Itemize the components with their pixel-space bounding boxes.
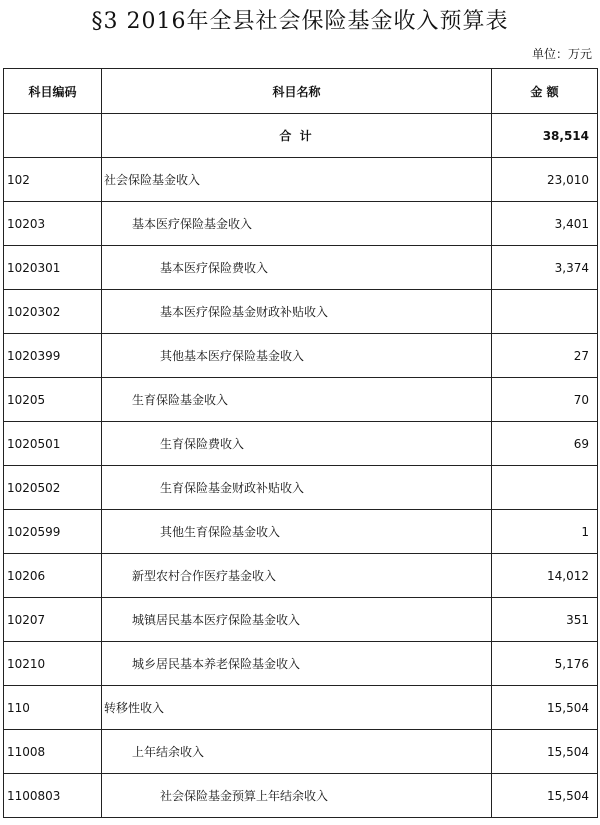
header-code: 科目编码 xyxy=(4,69,102,114)
subject-code-cell: 1020502 xyxy=(4,466,102,510)
table-row xyxy=(4,202,598,246)
amount-cell: 15,504 xyxy=(492,774,598,818)
header-amount: 金 额 xyxy=(492,69,598,114)
amount-cell: 23,010 xyxy=(492,158,598,202)
table-row xyxy=(4,422,598,466)
subject-name-cell: 基本医疗保险基金收入 xyxy=(102,202,492,246)
amount-cell xyxy=(492,290,598,334)
subject-name-cell: 生育保险费收入 xyxy=(102,422,492,466)
amount-cell: 3,374 xyxy=(492,246,598,290)
subject-code-cell: 10206 xyxy=(4,554,102,598)
subject-name-cell: 新型农村合作医疗基金收入 xyxy=(102,554,492,598)
subject-code-cell: 1020501 xyxy=(4,422,102,466)
table-row xyxy=(4,598,598,642)
subject-code-cell: 1100803 xyxy=(4,774,102,818)
subject-name-cell: 基本医疗保险基金财政补贴收入 xyxy=(102,290,492,334)
subject-code-cell: 1020302 xyxy=(4,290,102,334)
table-header-row xyxy=(4,69,598,114)
subject-code-cell: 10205 xyxy=(4,378,102,422)
subject-name-cell: 社会保险基金预算上年结余收入 xyxy=(102,774,492,818)
table-row xyxy=(4,730,598,774)
total-row xyxy=(4,114,598,158)
amount-cell: 70 xyxy=(492,378,598,422)
subject-name-cell: 其他生育保险基金收入 xyxy=(102,510,492,554)
table-row xyxy=(4,290,598,334)
subject-name-cell: 社会保险基金收入 xyxy=(102,158,492,202)
table-row xyxy=(4,246,598,290)
subject-name-cell: 生育保险基金财政补贴收入 xyxy=(102,466,492,510)
subject-code-cell: 10207 xyxy=(4,598,102,642)
table-row xyxy=(4,642,598,686)
amount-cell: 1 xyxy=(492,510,598,554)
amount-cell xyxy=(492,466,598,510)
subject-code-cell: 110 xyxy=(4,686,102,730)
table-row xyxy=(4,774,598,818)
table-row xyxy=(4,554,598,598)
subject-name-cell: 生育保险基金收入 xyxy=(102,378,492,422)
subject-name-cell: 转移性收入 xyxy=(102,686,492,730)
table-row xyxy=(4,158,598,202)
table-row xyxy=(4,334,598,378)
total-label: 合 计 xyxy=(102,114,492,158)
subject-code-cell: 1020599 xyxy=(4,510,102,554)
subject-code-cell: 10210 xyxy=(4,642,102,686)
amount-cell: 351 xyxy=(492,598,598,642)
subject-name-cell: 其他基本医疗保险基金收入 xyxy=(102,334,492,378)
amount-cell: 69 xyxy=(492,422,598,466)
amount-cell: 14,012 xyxy=(492,554,598,598)
amount-cell: 15,504 xyxy=(492,686,598,730)
subject-code-cell: 1020399 xyxy=(4,334,102,378)
subject-code-cell: 10203 xyxy=(4,202,102,246)
subject-code-cell: 102 xyxy=(4,158,102,202)
amount-cell: 5,176 xyxy=(492,642,598,686)
total-amount: 38,514 xyxy=(492,114,598,158)
subject-code-cell: 11008 xyxy=(4,730,102,774)
page-title: §3 2016年全县社会保险基金收入预算表 xyxy=(91,9,509,34)
subject-code-cell: 1020301 xyxy=(4,246,102,290)
amount-cell: 15,504 xyxy=(492,730,598,774)
total-code-cell xyxy=(4,114,102,158)
table-row xyxy=(4,686,598,730)
subject-name-cell: 城乡居民基本养老保险基金收入 xyxy=(102,642,492,686)
amount-cell: 27 xyxy=(492,334,598,378)
subject-name-cell: 基本医疗保险费收入 xyxy=(102,246,492,290)
budget-table xyxy=(3,68,598,818)
table-row xyxy=(4,378,598,422)
unit-label: 单位：万元 xyxy=(531,47,592,61)
table-row xyxy=(4,510,598,554)
subject-name-cell: 上年结余收入 xyxy=(102,730,492,774)
table-row xyxy=(4,466,598,510)
amount-cell: 3,401 xyxy=(492,202,598,246)
header-name: 科目名称 xyxy=(102,69,492,114)
subject-name-cell: 城镇居民基本医疗保险基金收入 xyxy=(102,598,492,642)
